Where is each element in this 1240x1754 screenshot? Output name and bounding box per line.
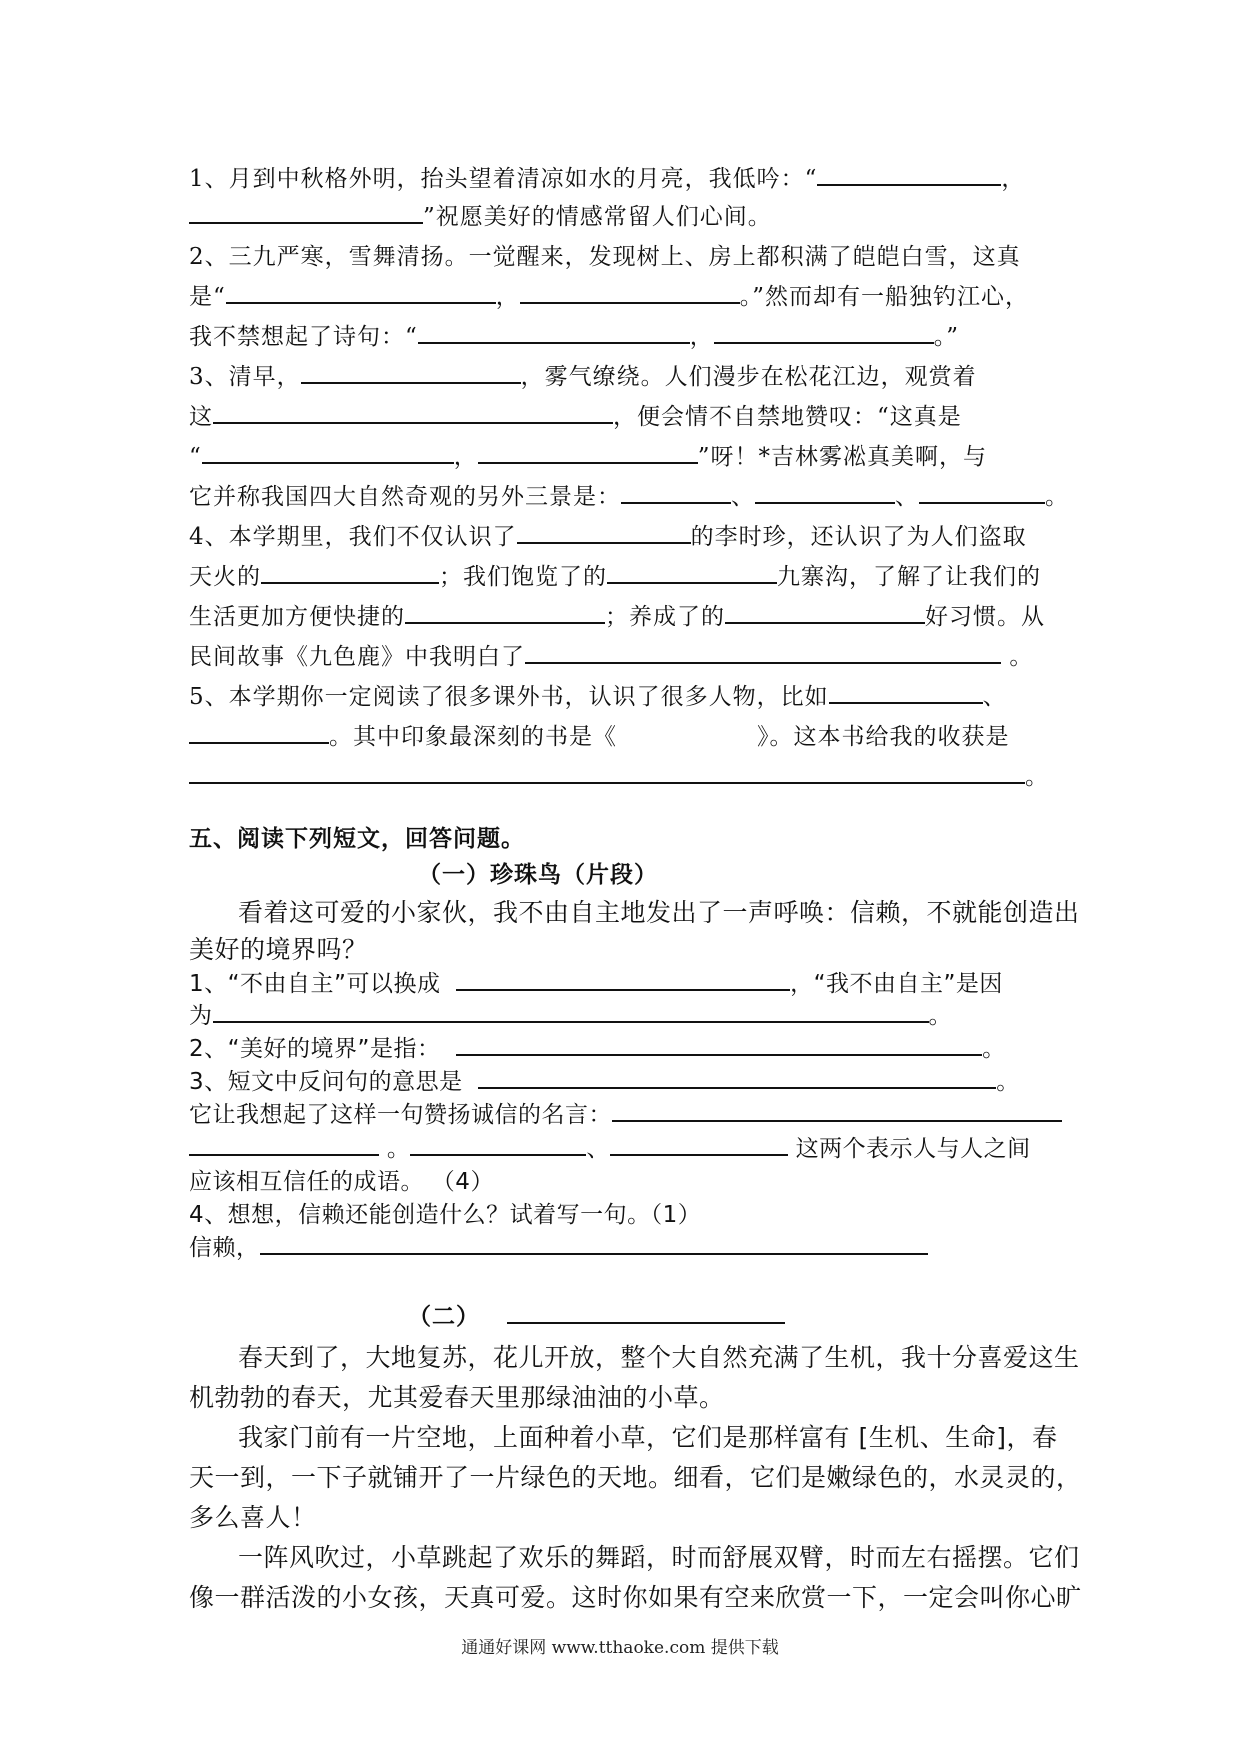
q4-text: 天火的	[189, 564, 261, 590]
q4-text: 的李时珍，还认识了为人们盗取	[690, 524, 1027, 550]
p1-q3-text: 它让我想起了这样一句赞扬诚信的名言：	[189, 1102, 612, 1128]
p1-q3-line-4: 应该相互信任的成语。 （4）	[189, 1169, 494, 1195]
passage2-line-1: 春天到了，大地复苏，花儿开放，整个大自然充满了生机，我十分喜爱这生	[238, 1343, 1080, 1372]
q5-blank-1[interactable]	[829, 701, 983, 704]
q3-blank-4[interactable]	[478, 461, 698, 464]
q2-text: ，	[689, 324, 714, 350]
q5-text: 》。这本书给我的收获是	[757, 724, 1010, 750]
q4-line-4	[189, 638, 1033, 671]
p1-q3-text: 。	[996, 1069, 1020, 1095]
passage2-line-6: 一阵风吹过，小草跳起了欢乐的舞蹈，时而舒展双臂，时而左右摇摆。它们	[238, 1543, 1080, 1572]
p1-q1-text: 为	[189, 1003, 213, 1029]
q1-text: ”祝愿美好的情感常留人们心间。	[423, 204, 772, 230]
q3-text: “	[189, 444, 202, 470]
p1-q3-line-2	[189, 1096, 1062, 1129]
q3-text: 这	[189, 404, 213, 430]
passage1-text-line-1: 看着这可爱的小家伙，我不由自主地发出了一声呼唤：信赖，不就能创造出	[238, 898, 1080, 927]
p1-q1-text: 1、“不由自主”可以换成	[189, 971, 441, 997]
p1-q1-line-1	[189, 965, 1003, 998]
q1-blank-2[interactable]	[189, 221, 423, 224]
q1-text: ，	[1001, 166, 1026, 192]
q4-blank-6[interactable]	[525, 661, 1001, 664]
q2-text: 。”	[933, 324, 960, 350]
p1-q3-text: 。	[386, 1136, 411, 1162]
q4-blank-5[interactable]	[725, 621, 925, 624]
q3-text: 3、清早，	[189, 364, 301, 390]
p1-q4-line-2	[189, 1229, 928, 1262]
q3-blank-3[interactable]	[202, 461, 454, 464]
passage2-line-2: 机勃勃的春天，尤其爱春天里那绿油油的小草。	[189, 1383, 725, 1412]
p1-q1-text: 。	[928, 1003, 952, 1029]
q4-blank-3[interactable]	[607, 581, 777, 584]
q2-blank-3[interactable]	[418, 341, 690, 344]
q1-line-2	[189, 198, 772, 231]
p1-q1-blank-2[interactable]	[213, 1020, 929, 1023]
passage2-title: （二）	[408, 1303, 480, 1330]
q4-line-3	[189, 598, 1045, 631]
p1-q3-blank-5[interactable]	[610, 1153, 788, 1156]
passage2-title-blank[interactable]	[507, 1321, 785, 1324]
q4-text: 好习惯。从	[925, 604, 1045, 630]
p1-q2-text: 2、“美好的境界”是指：	[189, 1036, 441, 1062]
p1-q2-text: 。	[982, 1036, 1006, 1062]
q5-text: 。其中印象最深刻的书是《	[329, 724, 617, 750]
p1-q3-blank-4[interactable]	[410, 1153, 586, 1156]
q3-blank-7[interactable]	[919, 501, 1045, 504]
q5-line-3	[189, 758, 1049, 791]
q2-blank-2[interactable]	[520, 301, 740, 304]
q1-text: 1、月到中秋格外明，抬头望着清凉如水的月亮，我低吟：“	[189, 166, 818, 192]
q3-line-2	[189, 398, 962, 431]
q2-text: ，	[495, 284, 520, 310]
q4-text: 。	[1009, 644, 1034, 670]
q5-line-2	[189, 718, 1010, 751]
p1-q1-blank-1[interactable]	[456, 988, 790, 991]
q2-blank-4[interactable]	[714, 341, 934, 344]
q4-text: 生活更加方便快捷的	[189, 604, 405, 630]
q5-blank-2[interactable]	[189, 741, 329, 744]
passage2-line-4: 天一到，一下子就铺开了一片绿色的天地。细看，它们是嫩绿色的，水灵灵的，	[189, 1463, 1082, 1492]
q3-line-1	[189, 358, 977, 391]
p1-q2-line	[189, 1030, 1006, 1063]
q3-text: 。	[1045, 484, 1069, 510]
q3-blank-2[interactable]	[213, 421, 613, 424]
page-footer: 通通好课网 www.tthaoke.com 提供下载	[461, 1638, 779, 1658]
q4-text: ；我们饱览了的	[439, 564, 607, 590]
q4-blank-2[interactable]	[261, 581, 439, 584]
q2-line-2	[189, 278, 1029, 311]
passage2-title-line	[408, 1298, 785, 1331]
q5-text: 、	[982, 684, 1007, 710]
q5-text: 。	[1025, 764, 1049, 790]
p1-q3-blank-1[interactable]	[478, 1086, 996, 1089]
q3-blank-1[interactable]	[301, 381, 521, 384]
q3-line-3	[189, 438, 987, 471]
q1-line-1	[189, 160, 1025, 193]
q1-blank-1[interactable]	[817, 183, 1001, 186]
p1-q1-text: ，“我不由自主”是因	[790, 971, 1003, 997]
passage1-title: （一）珍珠鸟（片段）	[418, 861, 658, 888]
p1-q1-line-2	[189, 997, 952, 1030]
q3-blank-5[interactable]	[621, 501, 731, 504]
p1-q3-line-3	[189, 1130, 1031, 1163]
q2-line-1	[189, 238, 1021, 271]
passage2-line-7: 像一群活泼的小女孩，天真可爱。这时你如果有空来欣赏一下，一定会叫你心旷	[189, 1583, 1082, 1612]
p1-q3-line-1	[189, 1063, 1020, 1096]
q5-line-1	[189, 678, 1007, 711]
q2-text: 。”然而却有一船独钓江心，	[739, 284, 1030, 310]
q2-blank-1[interactable]	[226, 301, 496, 304]
q2-text: 我不禁想起了诗句：“	[189, 324, 418, 350]
q4-text: 九寨沟，了解了让我们的	[777, 564, 1041, 590]
q5-text: 5、本学期你一定阅读了很多课外书，认识了很多人物，比如	[189, 684, 829, 710]
q3-line-4	[189, 478, 1069, 511]
q3-blank-6[interactable]	[755, 501, 895, 504]
p1-q4-line-1: 4、想想，信赖还能创造什么？试着写一句。（1）	[189, 1202, 702, 1228]
q3-text: ，雾气缭绕。人们漫步在松花江边，观赏着	[520, 364, 977, 390]
q3-text: ，便会情不自禁地赞叹：“这真是	[613, 404, 962, 430]
p1-q4-blank[interactable]	[260, 1252, 928, 1255]
q4-text: 民间故事《九色鹿》中我明白了	[189, 644, 525, 670]
q4-text: 4、本学期里，我们不仅认识了	[189, 524, 517, 550]
q3-text: 、	[731, 484, 755, 510]
p1-q3-text: 3、短文中反问句的意思是	[189, 1069, 463, 1095]
q2-text: 是“	[189, 284, 226, 310]
q3-text: 它并称我国四大自然奇观的另外三景是：	[189, 484, 621, 510]
q3-text: ，	[453, 444, 478, 470]
q2-text: 2、三九严寒，雪舞清扬。一觉醒来，发现树上、房上都积满了皑皑白雪，这真	[189, 244, 1021, 270]
p1-q3-text: 这两个表示人与人之间	[795, 1136, 1031, 1162]
q3-text: ”呀！*吉林雾凇真美啊，与	[697, 444, 988, 470]
q4-blank-4[interactable]	[405, 621, 605, 624]
q5-blank-3[interactable]	[189, 781, 1025, 784]
p1-q2-blank[interactable]	[456, 1053, 982, 1056]
section-heading: 五、阅读下列短文，回答问题。	[189, 825, 525, 852]
p1-q4-text: 信赖，	[189, 1235, 260, 1261]
q3-text: 、	[895, 484, 919, 510]
p1-q3-text: 、	[586, 1136, 610, 1162]
q4-line-2	[189, 558, 1041, 591]
p1-q3-blank-3[interactable]	[189, 1153, 379, 1156]
passage1-text-line-2: 美好的境界吗？	[189, 935, 368, 964]
q2-line-3	[189, 318, 959, 351]
q4-blank-1[interactable]	[517, 541, 691, 544]
passage2-line-3: 我家门前有一片空地，上面种着小草，它们是那样富有 [生机、生命]，春	[238, 1423, 1058, 1452]
q4-text: ；养成了的	[605, 604, 725, 630]
p1-q3-blank-2[interactable]	[612, 1119, 1062, 1122]
q4-line-1	[189, 518, 1027, 551]
passage2-line-5: 多么喜人！	[189, 1503, 317, 1532]
